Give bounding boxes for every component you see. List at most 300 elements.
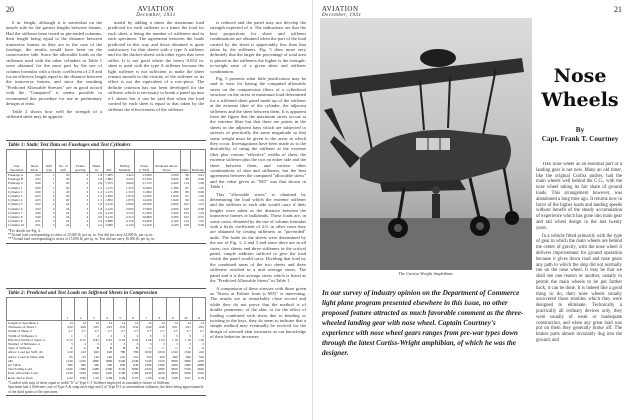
table-cell: 3 (42, 211, 56, 215)
table-cell: 4.150 (114, 223, 135, 227)
table-cell: 0.92 (127, 338, 140, 342)
table-cell: 3 (71, 190, 90, 194)
table-cell: 0.98 (190, 207, 205, 211)
table-cell: 3180 (114, 371, 127, 375)
table-cell: 1,215 (105, 185, 113, 190)
table-cell: Fuselage B (7, 177, 27, 181)
table-cell: Cylinder 5 (7, 202, 27, 206)
table-cell: .020 (74, 325, 87, 329)
paragraph: A comparison of these stresses with those given as "Stress at Failure from (c·M/I)" is interesting. The results are in remarkably close accord and while they do not prove that the method is of double parameter, of the skin, or for the effect of loading combined with shear due to bending or twisting in the bays, they do seem to indicate that a simple method may eventually be evolved for the design of stressed skin structures as our knowledge of their behavior increases. (210, 285, 306, 340)
table-cell: 20 (56, 190, 71, 194)
table-cell: 14 (100, 321, 113, 326)
table-cell: 1 (42, 177, 56, 181)
table-cell: Number of Stiffeners, n (7, 342, 62, 346)
table-cell: 560 (100, 363, 113, 367)
table-cell: 1.5 (90, 198, 104, 202)
table-cell: Width of Stiffeners, b (7, 334, 62, 338)
photo-caption: The Curtiss-Wright Amphibian. (398, 271, 454, 276)
table-cell: 2 (71, 177, 90, 181)
table-1-grid (6, 149, 206, 228)
table-cell: 1 (42, 181, 56, 185)
table-header-cell (7, 298, 62, 321)
table-cell: .032 (114, 325, 127, 329)
table-cell: 4 (71, 215, 90, 219)
table-cell: 2.7 (74, 329, 87, 333)
table-cell: 5820 (166, 367, 179, 371)
table-cell: 1.02 (87, 376, 100, 380)
table-cell: 1,850 (105, 194, 113, 199)
table-cell: 0.99 (153, 376, 166, 380)
table-cell: 14,500 (135, 194, 153, 198)
table-1 (6, 140, 206, 244)
table-cell: 4 (71, 223, 90, 227)
table-cell: 1,920 (153, 194, 180, 198)
table-cell: 1610 (61, 371, 74, 375)
table-cell: 3 (179, 342, 192, 346)
paragraph: is reduced and the panel may not develop the strength expected of it. The indications are that the best proportions for sheet and stiffener combinations are obtained when the part of the load carried by the sheet is appreciably less than that taken by the stiffeners. Fig. 5 does more very definitely that the larger the percentage of total area is placed in the stiffeners the higher is the strength-to-weight ratio of a given sheet and stiffener combination. (210, 20, 306, 74)
table-cell: 3 (71, 198, 90, 202)
table-cell: Thickness of Sheet, t (7, 325, 62, 329)
table-cell: 20 (56, 198, 71, 202)
table-cell: 2.7 (166, 329, 179, 333)
table-cell: 3.425 (114, 173, 135, 178)
table-cell: 0.92 (114, 338, 127, 342)
table-cell: 3 (153, 334, 166, 338)
table-cell: 2.650 (114, 207, 135, 211)
table-cell: 1.8 (90, 207, 104, 211)
table-cell: 24 (56, 223, 71, 227)
table-cell: 2,600 (153, 207, 180, 211)
table-cell: .025 (87, 325, 100, 329)
table-cell: .040 (27, 181, 43, 185)
table-cell: 5920 (166, 371, 179, 375)
table-cell: 620 (100, 350, 113, 354)
right-page-number: 21 (614, 5, 622, 14)
table-cell: 1860 (87, 359, 100, 363)
table-cell: 3,120 (105, 210, 113, 215)
table-cell: .051 (27, 219, 43, 223)
table-cell: 95 (74, 355, 87, 359)
table-header-cell: Stress (c·M/I) (135, 150, 153, 173)
table-cell: 620 (87, 350, 100, 354)
table-cell: 1 (42, 190, 56, 194)
table-cell: .025 (100, 325, 113, 329)
table-cell: 1.02 (190, 219, 205, 223)
table-cell: 2.400 (153, 181, 180, 185)
right-page (314, 0, 628, 420)
table-cell: 2.7 (153, 329, 166, 333)
left-masthead (0, 5, 312, 18)
table-cell: 95 (61, 355, 74, 359)
table-cell: 3.425 (114, 177, 135, 181)
table-cell: 1.310 (114, 186, 135, 190)
table-cell: 2390 (100, 367, 113, 371)
table-cell: 1 (74, 334, 87, 338)
table-2 (6, 288, 206, 396)
paragraph: In a vehicle fitted primarily with the type of gear in which the main wheels are behind the center of gravity, with the nose wheel it delivers improvement for ground operation because it gives down road and nose gears any path to which the ship did not normally run on the nose wheel. It may be that we shall see one reason or another, usually to permit the main wheels to be put farther back, it can be done. It is indeed like a good thing to do, their nose wheels usually uncovered those troubles which they were designed to eliminate. Technically a practically all ordinary devices only, they were usually of weak or inadequate construction, and when any great load was put on them they generally broke off. The brakes parts almost invariably dug into the ground, and (536, 233, 622, 343)
table-cell: 88 (180, 177, 190, 181)
table-cell: 110 (180, 219, 190, 223)
table-header-cell: 9 (166, 298, 179, 321)
table-cell: 3150 (114, 367, 127, 371)
table-cell: .051 (27, 223, 43, 227)
table-cell: 3 (71, 202, 90, 206)
table-cell: .051 (179, 325, 192, 329)
table-cell: 4 (71, 219, 90, 223)
table-cell: 3150 (140, 359, 153, 363)
table-cell: 24,100 (135, 223, 153, 227)
article-intro: In our survey of industry opinion on the Department of Commerce light plane program presented elsewhere in this issue, no other proposed feature attracted as much favorable comment as the three-wheeled landing gear with nose wheel. Captain Courtney's experience with nose wheel gears ranges from pre-war types down through the latest Curtiss-Wright amphibian, of which he was the designer. (322, 289, 524, 357)
table-cell: 3 (42, 223, 56, 227)
table-cell: 3 (100, 342, 113, 346)
table-cell: 4450 (140, 367, 153, 371)
table-cell: .040 (140, 325, 153, 329)
table-cell: 3 (74, 342, 87, 346)
table-cell: 1,380 (153, 186, 180, 190)
table-cell: 1.870 (114, 198, 135, 202)
paragraph: mated by adding a times the maximum load predicted for each stiffener to a times the load for each sheet, a being the number of stiffeners and m each specimen. The agreement between the loads predicted in this way and those obtained is quite satisfactory for thin sheets with a type A stiffener and for the thicker sheets with other types that were stiffer. It is not good where the heavy 0.052 in. sheet is used with the type A stiffener because the light stiffener is not sufficient to make the sheet remain smooth in the vicinity of the stiffener so its effect is not the equivalent of a row-piece. The definite criterion has not been developed for the stiffness which is necessary to break a panel up into a-1 sheets but it can be said that when the load carried by each sheet is equal to that taken by the stiffener the effectiveness of the stiffener (108, 20, 204, 112)
table-cell: 3,300 (153, 215, 180, 219)
table-header-cell: Ratio (180, 150, 190, 173)
table-cell: 24 (56, 211, 71, 215)
table-cell: 560 (87, 363, 100, 367)
table-header-cell: Sheet thick. (27, 150, 43, 173)
table-header-cell: 3 (87, 298, 100, 321)
table-cell: Ratio Test to Pred. (7, 376, 62, 380)
table-cell: 3,300 (153, 211, 180, 215)
table-cell: 1.04 (153, 338, 166, 342)
table-cell: 14 (127, 321, 140, 326)
right-masthead-date: December, 1931 (322, 13, 362, 18)
table-cell: .051 (166, 325, 179, 329)
table-cell: B (100, 346, 113, 350)
table-cell: Cylinder 1 (7, 186, 27, 190)
paragraph: Table 2 shows how well the strength of a stiffened sheet may be approxi- (6, 108, 102, 119)
table-cell: 1.5 (90, 194, 104, 198)
table-header-cell: Failing Moment (114, 150, 135, 173)
table-header-cell: Predicted Allow. Stress (153, 150, 180, 173)
table-cell: 780 (127, 350, 140, 354)
table-cell: 3 (61, 342, 74, 346)
table-cell: B (127, 346, 140, 350)
table-header-cell: 1 (61, 298, 74, 321)
paragraph: This "allowable stress" is obtained by determining the load which the extreme stiffener and the stiffener to each side would carry if their lengths were taken as the distance between the transverse frames or bulkheads. These loads are, in some cases, obtained by the use of column formulas with a fixity coefficient of 2.0; in other cases they are obtained by testing stiffeners as "pin-ended" units. The loads on the sheets were determined by the use of Fig. 1, 2 and 3 and since there are in all cases, two sheets and three stiffeners in the critical panel, simple addition sufficed to give the load which the panel would carry. Dividing that load by the combined areas of the two sheets and three stiffeners resulted in a unit average stress. The panel and it is this average stress which is listed as the "Predicted Allowable Stress" in Table 1. (210, 191, 306, 284)
table-cell: 1.03 (190, 211, 205, 215)
table-cell: 12,000 (135, 186, 153, 190)
table-cell: 1050 (153, 350, 166, 354)
table-cell: 3.210 (114, 215, 135, 219)
table-row (7, 181, 206, 185)
table-cell: 14 (153, 321, 166, 326)
table-cell: 1.2 (90, 186, 104, 190)
table-cell: .032 (27, 207, 43, 211)
table-2-header-row (7, 298, 206, 321)
table-cell: 2480 (87, 367, 100, 371)
table-cell: 23.700 (135, 177, 153, 181)
table-cell: 3960 (166, 359, 179, 363)
table-cell: 2420 (100, 371, 113, 375)
table-cell: 1.08 (190, 181, 205, 185)
table-cell: 1.06 (190, 194, 205, 198)
table-cell: 4,100 (153, 219, 180, 223)
table-cell: 0.81 (100, 338, 113, 342)
table-cell: .020 (27, 186, 43, 190)
table-cell: Cylinder 2 (7, 190, 27, 194)
table-cell: 1.2 (90, 190, 104, 194)
table-note: **Actual load corresponding to stress of 25,000 lb. per sq. in. Test did not carry 34,000 lb. per sq. in. (8, 233, 154, 238)
table-2-title: Table 2: Predicted and Test Loads on Stiffened Sheets in Compression (8, 290, 158, 296)
table-cell: 2.7 (192, 329, 205, 333)
table-1-title: Table 1: Static Test Data on Fuselages and Test Cylinders (8, 142, 131, 148)
table-cell: 2 (42, 202, 56, 206)
table-row (7, 223, 206, 227)
table-cell: 97 (180, 194, 190, 198)
table-cell: 1860 (100, 359, 113, 363)
table-cell: 0.97 (127, 376, 140, 380)
table-cell: .032 (127, 325, 140, 329)
table-cell: 1 (42, 173, 56, 178)
table-cell: 1960 (166, 363, 179, 367)
table-cell: 7,285 (105, 173, 113, 177)
right-running-head (314, 4, 628, 18)
table-row (7, 202, 206, 206)
table-cell: 3 (42, 219, 56, 223)
table-cell: 320 (140, 355, 153, 359)
table-cell: 1230 (61, 359, 74, 363)
table-cell: 1.01 (190, 202, 205, 206)
table-cell: 108 (180, 223, 190, 227)
table-cell: 14 (192, 321, 205, 326)
table-cell: 24 (56, 202, 71, 206)
table-cell: 3 (127, 342, 140, 346)
table-cell: 3150 (153, 359, 166, 363)
table-cell: 210 (114, 355, 127, 359)
table-cell: 2.7 (127, 329, 140, 333)
table-cell: 780 (114, 350, 127, 354)
table-cell: 0.81 (87, 338, 100, 342)
table-cell: 1,850 (105, 198, 113, 203)
table-cell: 4430 (140, 371, 153, 375)
table-cell: 4,100 (153, 223, 180, 227)
table-cell: 1320 (166, 350, 179, 354)
table-cell: 380 (74, 363, 87, 367)
table-cell: 3 (71, 207, 90, 211)
table-cell: 3.600 (153, 177, 180, 181)
table-cell: 2.7 (100, 329, 113, 333)
table-header-cell: Diam. in. (90, 150, 104, 173)
table-cell: 3310 (192, 371, 205, 375)
table-cell: Cylinder 3 (7, 194, 27, 198)
table-cell: 410 (192, 350, 205, 354)
table-cell: 0.99 (190, 177, 205, 181)
table-cell: Type of Stiffener (7, 346, 62, 350)
table-cell: 87 (180, 186, 190, 190)
table-cell: 3 (140, 334, 153, 338)
table-cell: 17,900 (135, 207, 153, 211)
table-cell: 1 (61, 334, 74, 338)
amphibian-illustration (320, 18, 532, 270)
table-cell: 14,200 (135, 198, 153, 202)
table-cell: Cylinder 7 (7, 211, 27, 215)
table-2-notes (8, 381, 204, 394)
table-cell: 14 (140, 321, 153, 326)
table-cell: 1280 (153, 363, 166, 367)
table-cell: 2080 (192, 363, 205, 367)
table-cell: 24 (56, 215, 71, 219)
table-cell: 2.0 (90, 211, 104, 215)
table-cell: 33.000 (135, 173, 153, 178)
table-cell: 0.91 (190, 173, 205, 178)
table-cell: 20 (56, 186, 71, 190)
paragraph: 6 in. length, although it is somewhat on the unsafe side for the greater lengths between frames. Had the stiffener been tested as pin-ended columns, their length being equal to the distance between transverse frames as they are in the case of the fuselage, the results would have been on the conservative side. Since the allowable loads on the stiffeners used with the other cylinders in Table 1 were obtained for the most part by the use of column formulas with a fixity coefficient of 2.0 and for an effective length equal to the distance between the transverse frames, and since the resulting "Predicted Allowable Stresses" are in good accord with the "Computed" it seems possible to recommend this procedure for use in preliminary designs at least. (6, 20, 102, 107)
table-cell: 3080 (127, 367, 140, 371)
table-cell: 0.99 (190, 223, 205, 227)
table-cell: Fuselage C (7, 181, 27, 185)
table-cell: 1230 (192, 359, 205, 363)
table-cell: 1610 (74, 371, 87, 375)
table-cell: Fuselage A (7, 173, 27, 178)
table-cell: .032 (27, 173, 43, 178)
table-cell: 1.00 (140, 376, 153, 380)
table-cell: .032 (27, 202, 43, 206)
table-cell: 2 (127, 334, 140, 338)
table-header-cell: 5 (114, 298, 127, 321)
amphibian-photo (320, 18, 532, 270)
table-cell: A (192, 346, 205, 350)
table-cell: 2 (87, 334, 100, 338)
table-cell: 21.125 (135, 181, 153, 185)
table-cell: 18,300 (135, 202, 153, 206)
left-page-number: 20 (6, 5, 14, 14)
byline-author: Capt. Frank T. Courtney (541, 135, 619, 143)
table-cell: 0.72 (74, 338, 87, 342)
table-cell: 410 (61, 350, 74, 354)
table-cell: 104 (180, 211, 190, 215)
table-cell: 20 (56, 177, 71, 181)
table-cell: 2.4 (90, 219, 104, 223)
table-cell: 0.98 (166, 376, 179, 380)
table-cell: 1320 (179, 350, 192, 354)
table-2-body (7, 321, 206, 380)
table-cell: 320 (153, 355, 166, 359)
table-cell: 7,915 (105, 181, 113, 186)
table-cell: 5740 (179, 367, 192, 371)
table-cell: 140 (100, 355, 113, 359)
table-row (7, 376, 206, 380)
table-cell: 2 (100, 334, 113, 338)
table-cell: Cylinder 10 (7, 223, 27, 227)
table-note: *Loaded with strip of sheet equal to width "b" of Type C-1 Stiffener employed in cumulative fixture of Stiffener. (8, 380, 171, 385)
table-cell: 3 (114, 342, 127, 346)
table-cell: 0.99 (190, 190, 205, 194)
table-cell: 3 (166, 342, 179, 346)
right-article-column (536, 162, 622, 416)
table-cell: C (166, 346, 179, 350)
table-cell: 24 (56, 207, 71, 211)
table-cell: 20 (56, 181, 71, 185)
table-cell: 96 (180, 198, 190, 202)
table-cell: Allow. Load on Sheet, Psh (7, 355, 62, 359)
table-cell: 490 (179, 355, 192, 359)
table-cell: 20,800 (135, 215, 153, 219)
table-header-cell: Stiff. type (42, 150, 56, 173)
table-cell: 0.97 (179, 376, 192, 380)
paragraph: THE nose wheel as an essential part of a landing gear is not new. Many an old timer, like the original Curtiss pusher, had the main wheels well behind the C.G., with the nose wheel taking its fair share of ground loads. This arrangement however, was abandoned a long time ago. It returns now in favor of the higher loads and landing speeds without benefit of the steady accumulation of experience which has gone into main gear and tail wheel design in the last twenty years. (536, 162, 622, 231)
right-masthead (322, 5, 628, 18)
table-cell: 2 (71, 173, 90, 178)
table-header-cell: 2 (74, 298, 87, 321)
table-cell: .040 (27, 215, 43, 219)
table-cell: 2340 (127, 359, 140, 363)
table-cell: 3 (192, 342, 205, 346)
table-cell: 1.8 (90, 177, 104, 181)
table-cell: Allow. Load per Stiff., Ps (7, 350, 62, 354)
table-2-grid (6, 297, 206, 380)
table-cell: 11,800 (135, 190, 153, 194)
table-cell: 2.7 (114, 329, 127, 333)
table-cell: Cylinder 8 (7, 215, 27, 219)
table-cell: .020 (27, 190, 43, 194)
table-cell: 1 (192, 334, 205, 338)
table-cell: 14 (74, 321, 87, 326)
table-cell: 2 (114, 334, 127, 338)
table-cell: 1.8 (90, 173, 104, 178)
table-cell: 840 (127, 363, 140, 367)
table-cell: 102 (180, 215, 190, 219)
table-cell: 0.72 (61, 338, 74, 342)
table-cell: 20 (56, 173, 71, 178)
table-cell: 3 (87, 342, 100, 346)
table-cell: 2620 (192, 367, 205, 371)
table-cell: 24,600 (135, 219, 153, 223)
table-cell: 86 (180, 190, 190, 194)
table-cell: 2,410 (105, 206, 113, 211)
table-cell: .020 (61, 325, 74, 329)
table-cell: 114 (180, 181, 190, 185)
table-cell: 5920 (179, 371, 192, 375)
table-cell: 0.79 (192, 376, 205, 380)
table-cell: 14 (166, 321, 179, 326)
table-cell: 2340 (114, 359, 127, 363)
table-cell: 0.99 (100, 376, 113, 380)
table-cell: A (74, 346, 87, 350)
table-cell: 1.20 (192, 338, 205, 342)
table-cell: 14 (179, 321, 192, 326)
table-1-body (7, 173, 206, 228)
table-cell: 1,380 (153, 190, 180, 194)
table-header-cell: Test Specimen (7, 150, 27, 173)
table-note: Specimen had 4 Stiffeners, one of Type A & strap each edge and 2 of Type D-1 as intermediate stiffeners, the latter being approximately of the third points of the specimen. (8, 385, 204, 394)
table-cell: 2 (42, 207, 56, 211)
table-cell: Length of Specimen, L (7, 321, 62, 326)
table-cell: 2.7 (140, 329, 153, 333)
table-cell: 1.310 (114, 190, 135, 194)
table-header-cell: 8 (153, 298, 166, 321)
table-cell: 2.7 (179, 329, 192, 333)
table-header-cell: Frame spacing (71, 150, 90, 173)
table-cell: 1.18 (166, 338, 179, 342)
table-cell: Width of Sheet, b (7, 329, 62, 333)
table-cell: 2.7 (87, 329, 100, 333)
table-header-cell: No. of stiff. (56, 150, 71, 173)
table-cell: 3.210 (114, 211, 135, 215)
table-cell: 14 (87, 321, 100, 326)
left-page (0, 0, 313, 420)
table-cell: Test Failing Load (7, 367, 62, 371)
table-header-cell: 11 (192, 298, 205, 321)
table-cell: 102 (180, 202, 190, 206)
table-1-notes (8, 229, 204, 242)
